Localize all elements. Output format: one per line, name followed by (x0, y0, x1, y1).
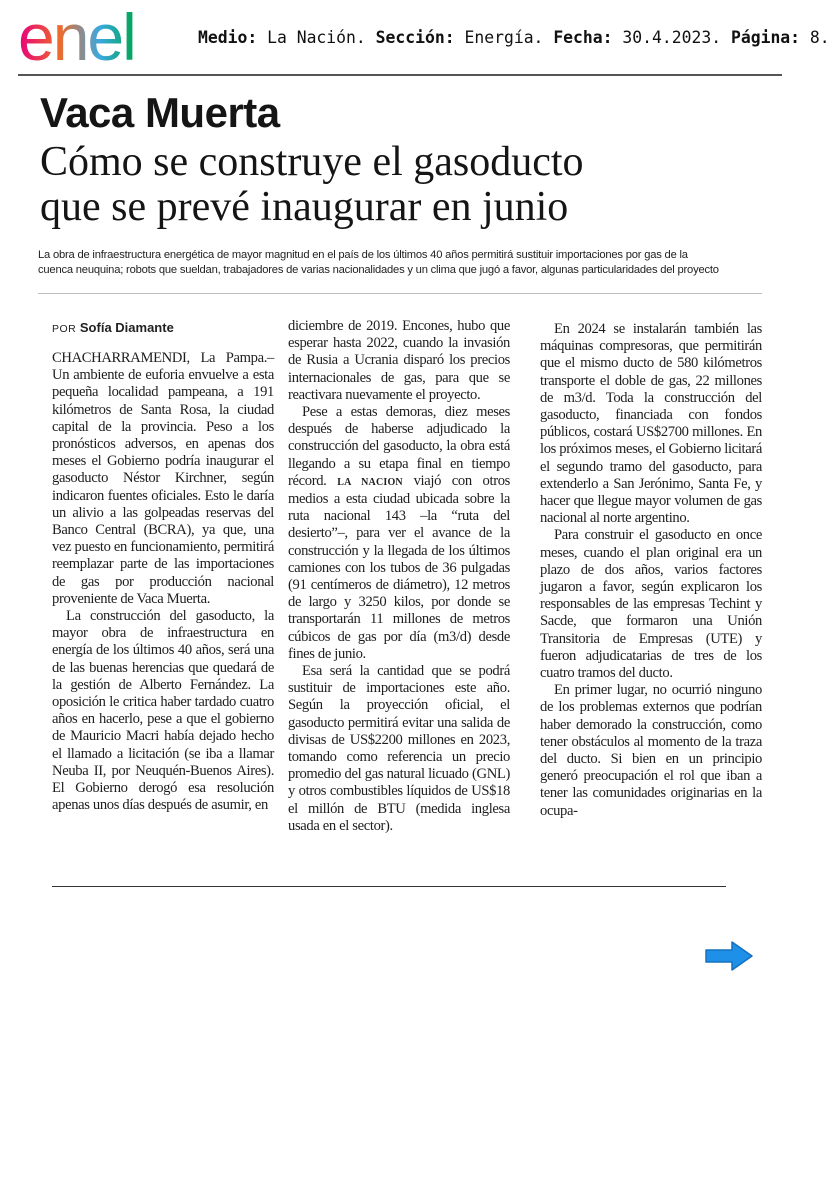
article-headline (40, 140, 584, 230)
paragraph: En 2024 se instalarán también las máquinas compresoras, que permitirán que el mismo ducto de 580 kilómetros transporte el doble de gas, 22 millones de m3/d. Toda la construcción del gasoducto, financiada con fondos públicos, costará US$2700 millones. En los próximos meses, el Gobierno licitará el segundo tramo del gasoducto, para extenderlo a San Jerónimo, Santa Fe, y hacer que llegue mayor volumen de gas nacional al norte argentino. (540, 321, 762, 527)
fecha-value: 30.4.2023. (622, 28, 722, 47)
paragraph: Para construir el gasoducto en once meses, cuando el plan original era un plazo de dos años, varios factores jugaron a favor, según explicaron los responsables de las empresas Techint y Sacde, que formaron una Unión Transitoria de Empresas (UTE) y fueron adjudicatarias de tres de los cuatro tramos del ducto. (540, 527, 762, 682)
paragraph: En primer lugar, no ocurrió ninguno de los problemas externos que podrían haber demorado la construcción, como tener obstáculos al momento de la traza del ducto. Si bien en un principio generó preocupación el rol que iban a tener las comunidades originarias en la ocupa- (540, 682, 762, 819)
publication-name: LA NACION (337, 476, 403, 488)
byline-author: Sofía Diamante (79, 320, 174, 335)
medio-value: La Nación. (267, 28, 366, 47)
paragraph: Esa será la cantidad que se podrá sustituir de importaciones este año. Según la proyección oficial, el gasoducto permitirá evitar una salida de divisas de US$2200 millones en 2023, tomando como referencia un precio promedio del gas natural licuado (GNL) y otros combustibles líquidos de US$18 el millón de BTU (medida inglesa usada en el sector). (288, 663, 510, 834)
enel-logo (18, 0, 180, 74)
fecha-label: Fecha: (553, 28, 613, 47)
paragraph-text: Pese a estas demoras, diez meses después de haberse adjudicado la construcción del gasoducto, la obra está llegando a su etapa final en tiempo récord. (288, 404, 510, 489)
article-kicker: Vaca Muerta (40, 89, 280, 136)
article-column-3 (540, 321, 762, 820)
pagina-label: Página: (730, 28, 801, 47)
header-divider (18, 74, 782, 76)
lead-line: La obra de infraestructura energética de mayor magnitud en el país de los últimos 40 años permitirá sustituir importaciones por gas de la (38, 249, 688, 261)
paragraph: CHACHARRAMENDI, La Pampa.– Un ambiente de euforia envuelve a esta pequeña localidad pampeana, a 191 kilómetros de Santa Rosa, la ciudad capital de la provincia. Peso a los pronósticos adversos, en apenas dos meses el Gobierno podría inaugurar el gasoducto Néstor Kirchner, según indicaron fuentes oficiales. Esto le daría un alivio a las golpeadas reservas del Banco Central (BCRA), ya que, una vez puesto en funcionamiento, permitirá reemplazar parte de las importaciones de gas por producción nacional proveniente de Vaca Muerta. (52, 350, 274, 607)
byline (52, 320, 174, 335)
publication-meta (198, 28, 830, 47)
paragraph-text: viajó con otros medios a esta ciudad ubicada sobre la ruta nacional 143 –la “ruta del desierto”–, para ver el avance de la construcción y la llegada de los últimos camiones con los tubos de 36 pulgadas (91 centímeros de diámetro), 12 metros de largo y 3250 kilos, por donde se transportarán 11 millones de metros cúbicos de gas por día (m3/d) desde fines de junio. (288, 472, 510, 662)
paragraph (288, 404, 510, 663)
headline-line: que se prevé inaugurar en junio (40, 184, 569, 230)
headline-line: Cómo se construye el gasoducto (40, 139, 584, 185)
lead-line: cuenca neuquina; robots que sueldan, trabajadores de varias nacionalidades y un clima que jugó a favor, algunas particularidades del proyecto (38, 264, 719, 276)
seccion-value: Energía. (464, 28, 544, 47)
paragraph: diciembre de 2019. Encones, hubo que esperar hasta 2022, cuando la invasión de Rusia a Ucrania disparó los precios internacionales de gas, para que se reactivara nuevamente el proyecto. (288, 318, 510, 403)
lead-divider (38, 293, 762, 294)
medio-label: Medio: (198, 28, 258, 47)
article-lead (38, 248, 768, 278)
article-column-2 (288, 318, 510, 835)
arrow-shape (706, 942, 752, 970)
svg-text:enel: enel (18, 0, 135, 74)
article-column-1 (52, 350, 274, 814)
paragraph: La construcción del gasoducto, la mayor obra de infraestructura en energía de los últimos 40 años, será una de las buenas herencias que quedará de la gestión de Alberto Fernández. La oposición le critica haber tardado cuatro años en hacerlo, pese a que el gobierno de Mauricio Macri había dejado hecho el llamado a licitación (se iba a llamar Neuba II, por Neuquén-Buenos Aires). El Gobierno derogó esa resolución apenas unos días después de asumir, en (52, 608, 274, 814)
byline-prefix: POR (52, 323, 77, 335)
arrow-right-icon[interactable] (704, 940, 754, 972)
pagina-value: 8. (809, 28, 830, 47)
article-end-divider (52, 886, 726, 887)
seccion-label: Sección: (375, 28, 455, 47)
